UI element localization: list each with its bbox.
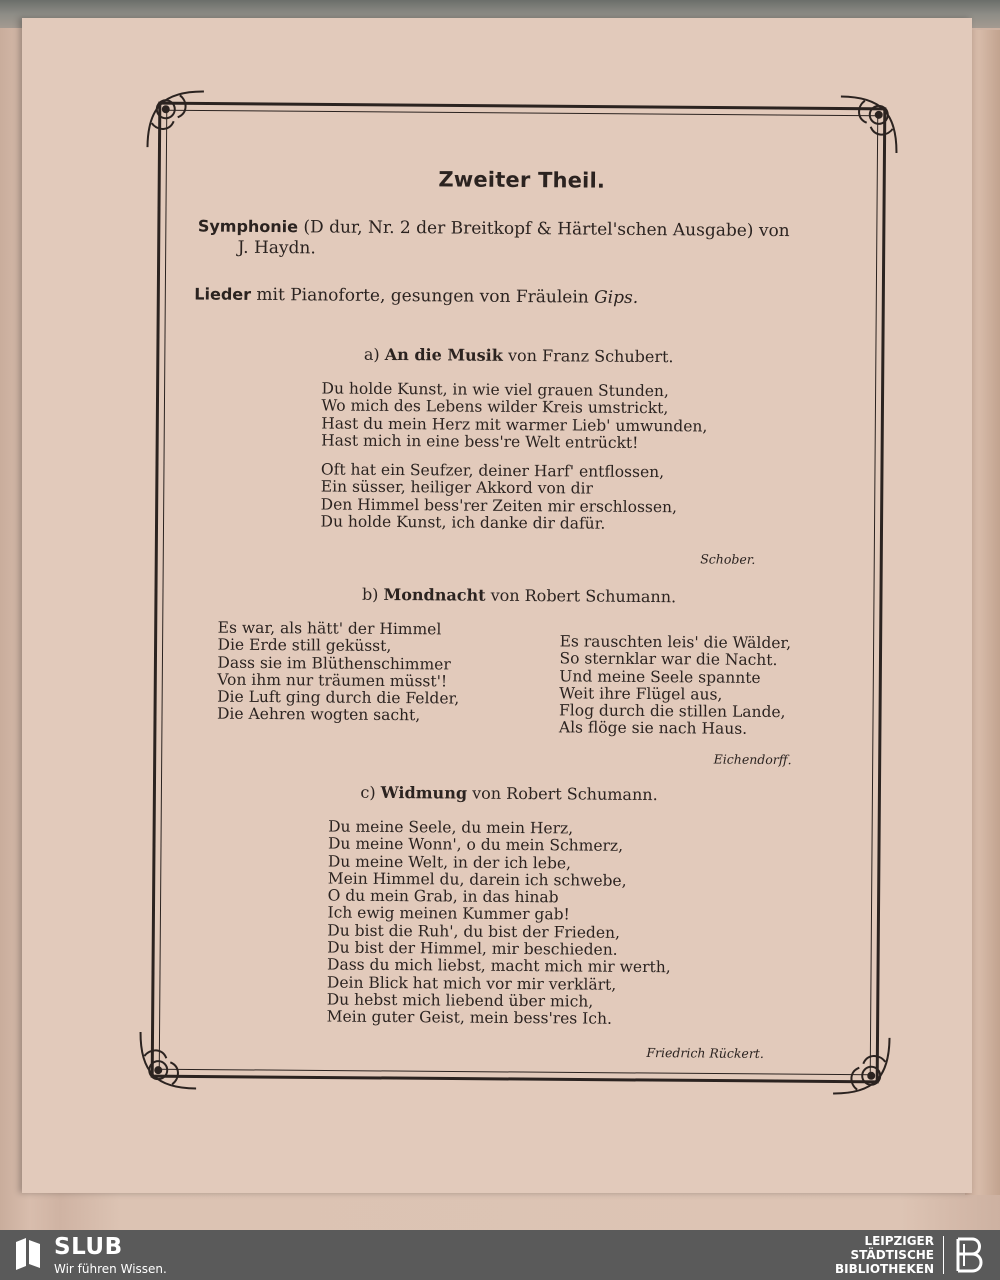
footer-divider xyxy=(943,1236,944,1274)
library-name-line: STÄDTISCHE xyxy=(850,1248,934,1262)
poem-an-die-musik xyxy=(320,380,707,533)
library-name-line: BIBLIOTHEKEN xyxy=(834,1262,934,1276)
viewer-footer xyxy=(0,1230,1000,1280)
poem-line: Den Himmel bess'rer Zeiten mir erschlossen, xyxy=(320,495,678,517)
author-schober: Schober. xyxy=(700,551,756,567)
poem-line: Als flöge sie nach Haus. xyxy=(558,718,748,739)
poem-line: Die Erde still geküsst, xyxy=(217,635,392,656)
symphonie-text: (D dur, Nr. 2 der Breitkopf & Härtel'schen Ausgabe) von xyxy=(303,217,790,242)
poem-line: Du hebst mich liebend über mich, xyxy=(326,990,594,1011)
poem-mondnacht-right xyxy=(559,633,791,739)
poem-line: Die Luft ging durch die Felder, xyxy=(217,687,460,708)
slub-logo-icon xyxy=(14,1238,42,1270)
poem-line: Du meine Wonn', o du mein Schmerz, xyxy=(327,834,624,856)
poem-line: Dein Blick hat mich vor mir verklärt, xyxy=(326,973,617,994)
poem-line: Du bist die Ruh', du bist der Frieden, xyxy=(327,921,621,942)
poem-line: Hast mich in eine bess're Welt entrückt! xyxy=(321,431,639,452)
symphonie-label: Symphonie xyxy=(197,216,299,237)
slub-brand: SLUB xyxy=(54,1234,123,1260)
poem-line: Es rauschten leis' die Wälder, xyxy=(559,632,792,653)
song-marker: c) xyxy=(360,782,376,802)
poem-line: Ein süsser, heiliger Akkord von dir xyxy=(320,477,593,499)
page-content xyxy=(136,87,901,1098)
poem-line: Oft hat ein Seufzer, deiner Harf' entflossen, xyxy=(320,460,665,482)
song-composer: von Franz Schubert. xyxy=(507,345,674,367)
slub-tagline: Wir führen Wissen. xyxy=(54,1262,167,1276)
poem-line: Du holde Kunst, in wie viel grauen Stunden, xyxy=(321,379,669,401)
poem-line: Von ihm nur träumen müsst'! xyxy=(217,670,448,691)
symphonie-composer: J. Haydn. xyxy=(237,237,316,259)
poem-line: Du holde Kunst, ich danke dir dafür. xyxy=(320,512,606,533)
poem-line: Du meine Welt, in der ich lebe, xyxy=(327,852,572,873)
symphonie-entry xyxy=(198,215,866,263)
author-rueckert: Friedrich Rückert. xyxy=(646,1045,764,1061)
poem-line: Flog durch die stillen Lande, xyxy=(559,701,786,722)
poem-line: Du meine Seele, du mein Herz, xyxy=(328,817,574,838)
song-heading-b xyxy=(362,585,676,606)
poem-line: Mein guter Geist, mein bess'res Ich. xyxy=(326,1007,613,1029)
song-title: Mondnacht xyxy=(383,584,486,605)
poem-line: Wo mich des Lebens wilder Kreis umstrickt, xyxy=(321,396,669,418)
poem-line: Mein Himmel du, darein ich schwebe, xyxy=(327,869,627,890)
poem-line: Es war, als hätt' der Himmel xyxy=(217,618,442,639)
poem-line: Dass du mich liebst, macht mich mir werth, xyxy=(326,955,671,977)
library-name xyxy=(835,1234,934,1276)
author-eichendorff: Eichendorff. xyxy=(713,751,792,768)
poem-line: Weit ihre Flügel aus, xyxy=(559,684,723,704)
song-marker: a) xyxy=(363,344,380,364)
song-title: An die Musik xyxy=(384,344,503,365)
library-logo-icon xyxy=(952,1235,990,1275)
song-title: Widmung xyxy=(380,782,468,803)
song-composer: von Robert Schumann. xyxy=(472,783,658,805)
library-name-line: LEIPZIGER xyxy=(864,1234,934,1248)
poem-line: Die Aehren wogten sacht, xyxy=(216,705,421,725)
song-marker: b) xyxy=(361,584,379,604)
song-heading-c xyxy=(360,783,657,804)
song-heading-a xyxy=(364,345,674,366)
lieder-text: mit Pianoforte, gesungen von Fräulein xyxy=(256,284,589,308)
page-title: Zweiter Theil. xyxy=(438,167,606,193)
scanned-page xyxy=(22,18,972,1193)
poem-line: Und meine Seele spannte xyxy=(559,666,761,687)
lieder-entry xyxy=(194,283,862,310)
lieder-label: Lieder xyxy=(194,284,252,304)
poem-line: O du mein Grab, in das hinab xyxy=(327,886,559,907)
poem-line: Ich ewig meinen Kummer gab! xyxy=(327,903,570,924)
poem-line: Du bist der Himmel, mir beschieden. xyxy=(327,938,618,959)
lieder-singer: Gips. xyxy=(594,287,639,308)
song-composer: von Robert Schumann. xyxy=(490,585,677,607)
poem-line: Dass sie im Blüthenschimmer xyxy=(217,653,451,674)
poem-line: Hast du mein Herz mit warmer Lieb' umwunden, xyxy=(321,414,708,436)
poem-mondnacht-left xyxy=(217,620,460,726)
ornamental-frame xyxy=(136,87,901,1098)
poem-widmung xyxy=(327,819,672,1029)
poem-line: So sternklar war die Nacht. xyxy=(559,649,778,670)
